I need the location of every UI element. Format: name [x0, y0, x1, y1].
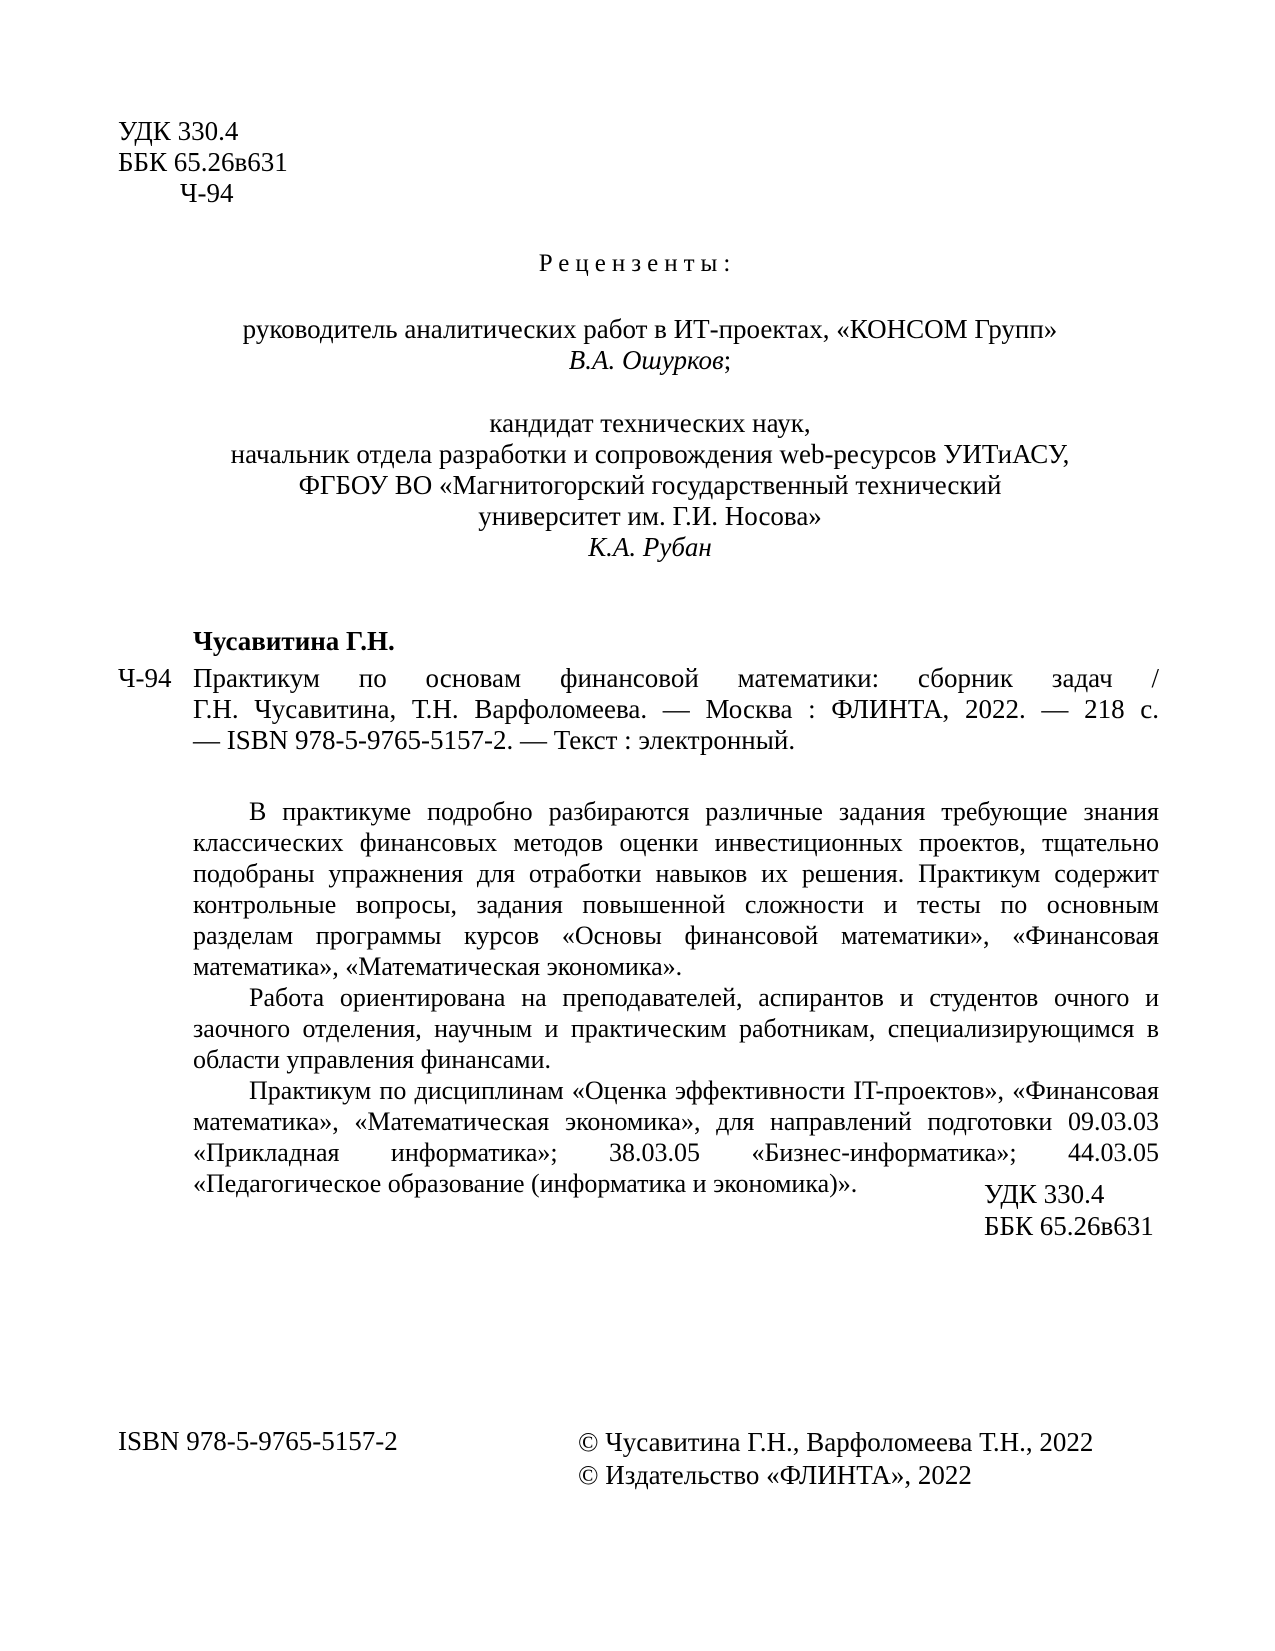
reviewer-1-name: В.А. Ошурков [568, 345, 724, 375]
bib-line-2: Г.Н. Чусавитина, Т.Н. Варфоломеева. — Москва : ФЛИНТА, 2022. — 218 с. [193, 694, 1159, 724]
copyright-authors: © Чусавитина Г.Н., Варфоломеева Т.Н., 2022 [578, 1427, 1094, 1457]
reviewer-1-name-line [150, 345, 1150, 376]
copyright-publisher: © Издательство «ФЛИНТА», 2022 [578, 1460, 972, 1490]
reviewer-1 [150, 314, 1150, 376]
classification-bottom [984, 1178, 1154, 1242]
reviewer-1-position: руководитель аналитических работ в ИТ-проектах, «КОНСОМ Групп» [242, 314, 1058, 344]
udk-code: УДК 330.4 [118, 116, 239, 146]
bbk-code: ББК 65.26в631 [118, 147, 288, 177]
reviewer-2 [150, 408, 1150, 563]
bib-line-1: Практикум по основам финансовой математики: сборник задач / [193, 663, 1159, 693]
reviewer-2-name: К.А. Рубан [588, 532, 712, 562]
bibliographic-record [193, 663, 1159, 756]
abstract-paragraph-2: Работа ориентирована на преподавателей, аспирантов и студентов очного и заочного отделения, научным и практическим работникам, специализирующимся в области управления финансами. [193, 983, 1159, 1074]
reviewer-2-position: начальник отдела разработки и сопровождения web-ресурсов УИТиАСУ, [230, 439, 1070, 469]
reviewer-2-org: ФГБОУ ВО «Магнитогорский государственный технический [298, 470, 1002, 500]
book-author: Чусавитина Г.Н. [193, 626, 395, 656]
author-mark: Ч-94 [180, 178, 234, 208]
reviewer-2-degree: кандидат технических наук, [489, 408, 811, 438]
udk-code-bottom: УДК 330.4 [984, 1179, 1105, 1209]
copyright-block [578, 1426, 1093, 1492]
bib-code: Ч-94 [118, 663, 172, 693]
bib-line-3: — ISBN 978-5-9765-5157-2. — Текст : электронный. [193, 725, 796, 755]
abstract-paragraph-3: Практикум по дисциплинам «Оценка эффективности IT-проектов», «Финансовая математика», «Математическая экономика», для направлений подготовки 09.03.03 «Прикладная информатика»; 38.03.05 «Бизнес-информатика»; 44.03.05 «Педагогическое образование (информатика и экономика)». [193, 1076, 1159, 1198]
bbk-code-bottom: ББК 65.26в631 [984, 1211, 1154, 1241]
abstract [193, 796, 1159, 1199]
isbn: ISBN 978-5-9765-5157-2 [118, 1426, 398, 1456]
reviewer-2-org-cont: университет им. Г.И. Носова» [478, 501, 822, 531]
reviewers-heading: Рецензенты: [538, 250, 737, 277]
abstract-paragraph-1: В практикуме подробно разбираются различные задания требующие знания классических финансовых методов оценки инвестиционных проектов, тщательно подобраны упражнения для отработки навыков их решения. Практикум содержит контрольные вопросы, задания повышенной сложности и тесты по основным разделам программы курсов «Основы финансовой математики», «Финансовая математика», «Математическая экономика». [193, 797, 1159, 981]
reviewer-1-name-suffix: ; [723, 345, 732, 375]
classification-block [118, 116, 288, 209]
